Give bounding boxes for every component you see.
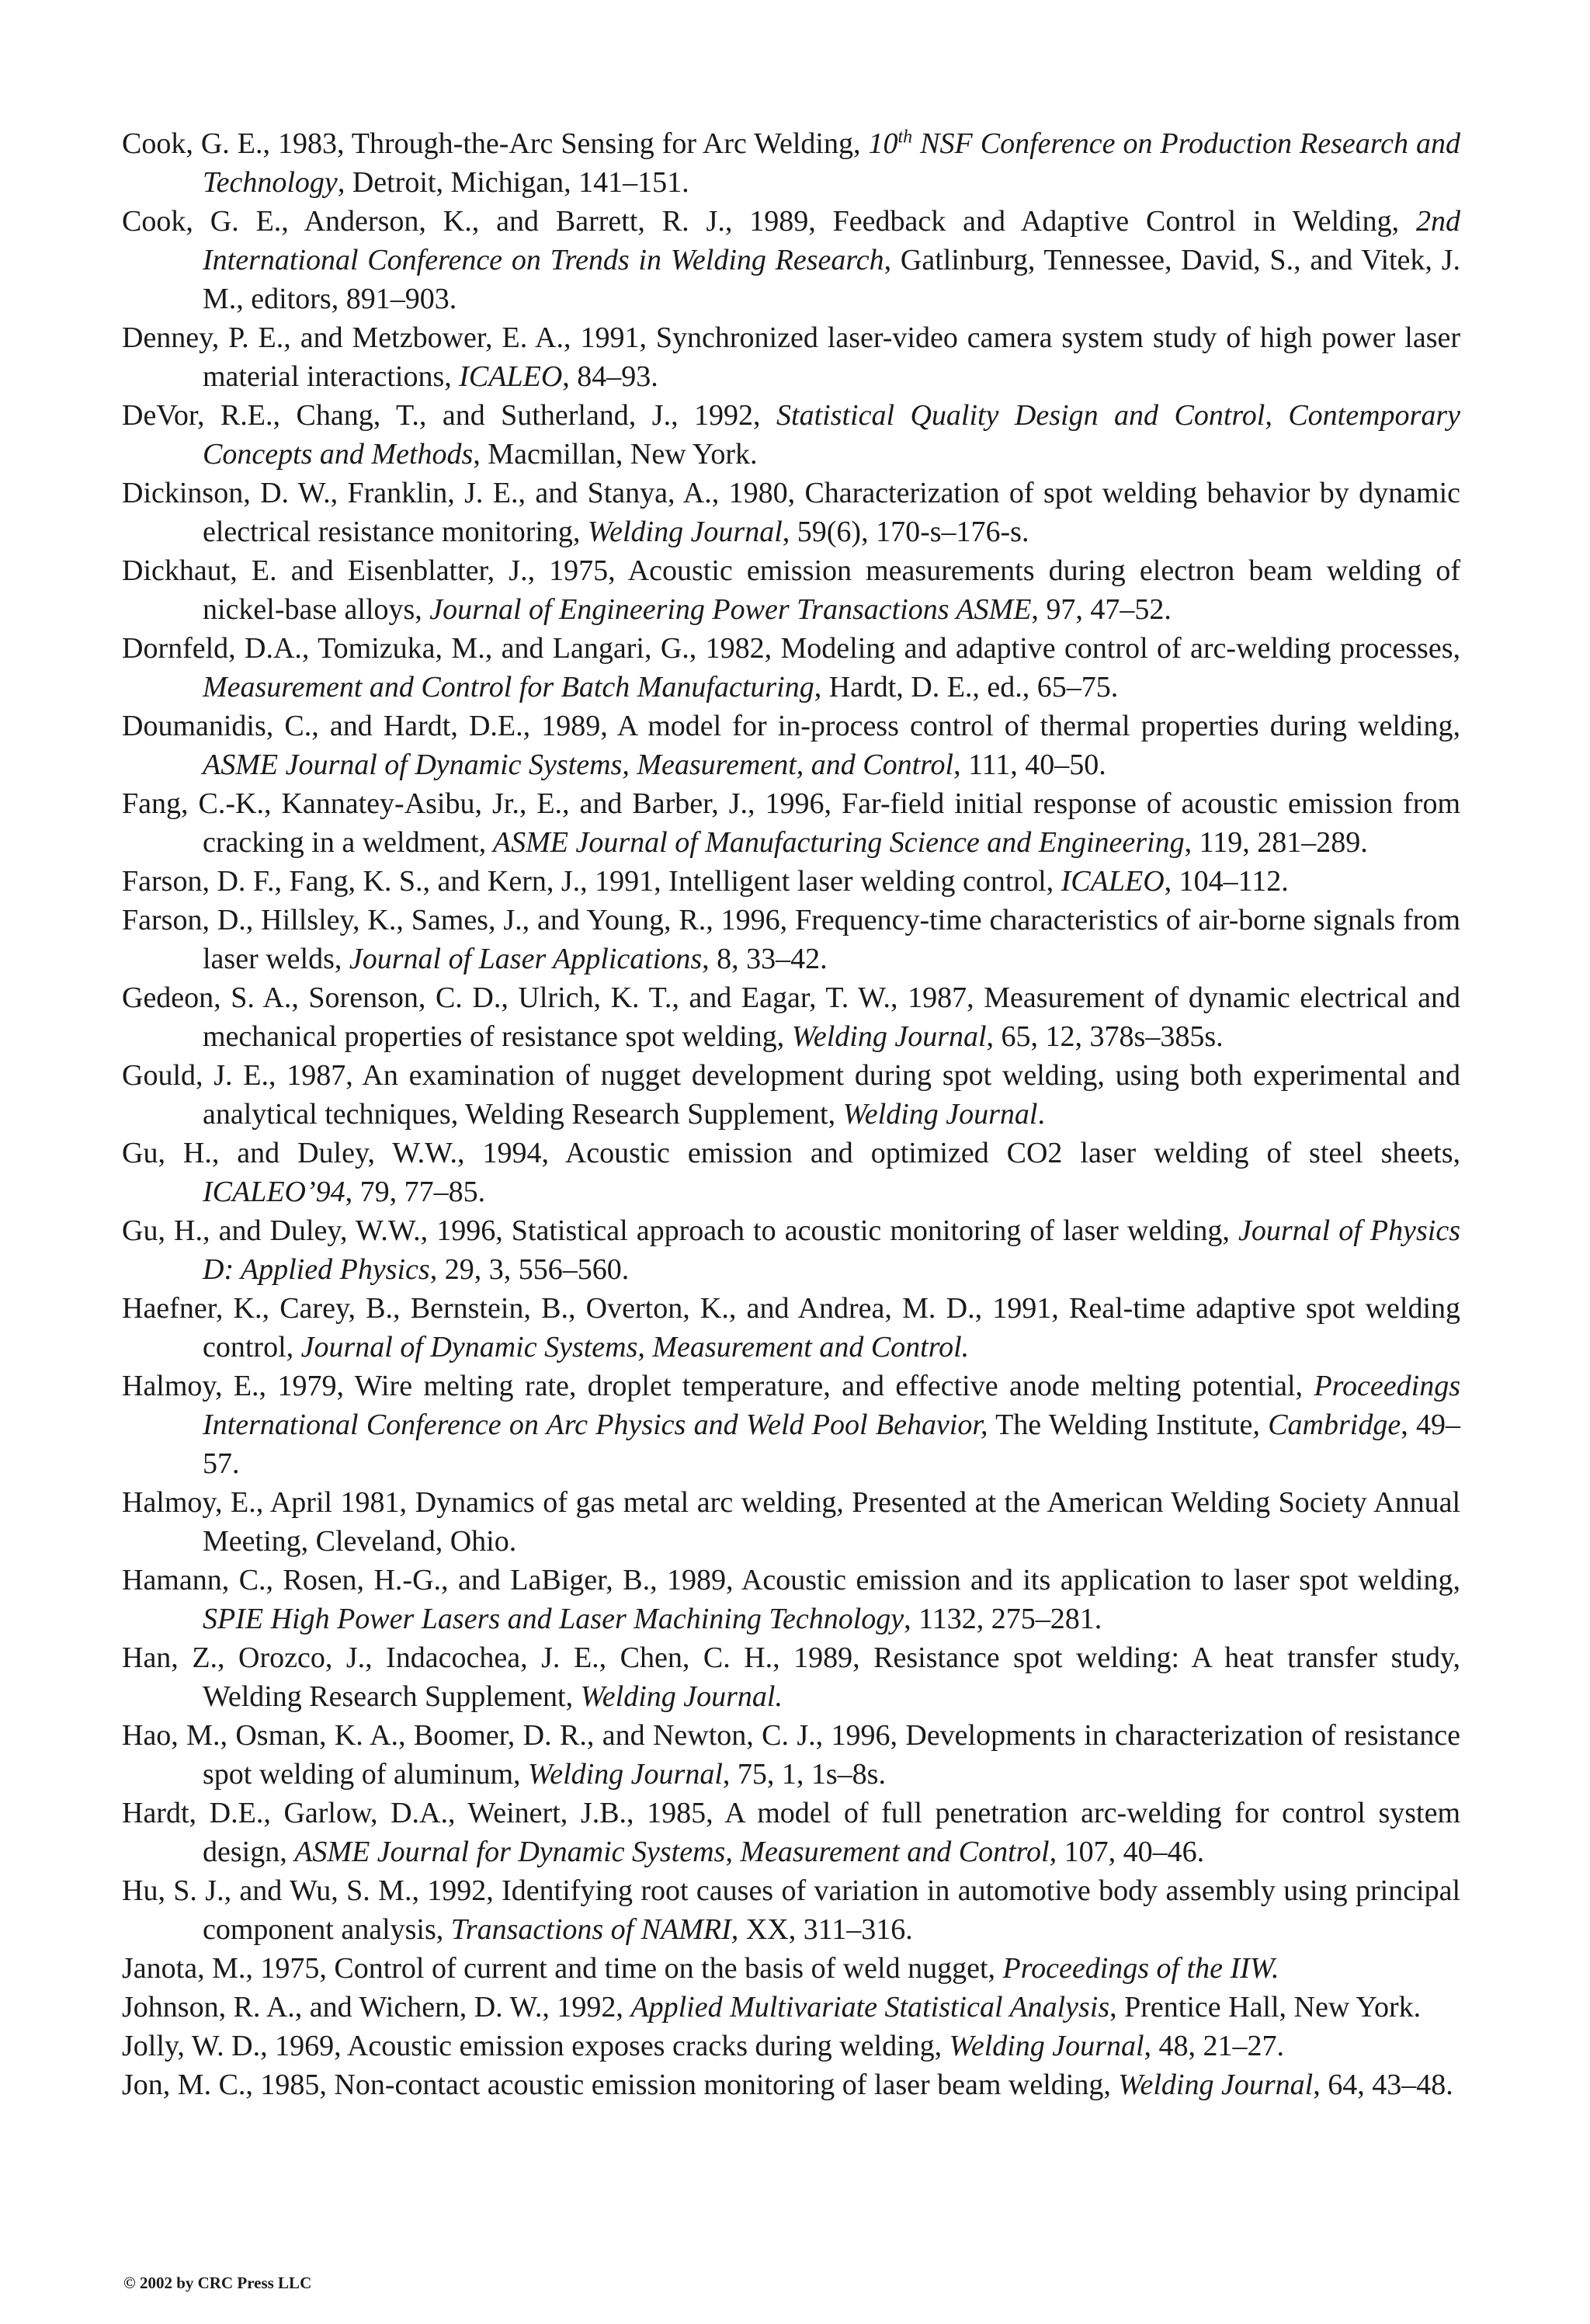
reference-entry (122, 707, 1460, 784)
reference-entry (122, 124, 1460, 202)
reference-entry (122, 629, 1460, 707)
reference-entry (122, 784, 1460, 862)
reference-text: , 59(6), 170-s–176-s. (782, 516, 1029, 548)
reference-title-italic: Journal of Laser Applications (349, 943, 703, 975)
reference-entry (122, 1367, 1460, 1483)
reference-text: Farson, D. F., Fang, K. S., and Kern, J., 1991, Intelligent laser welding control, (122, 865, 1061, 898)
reference-title-italic: , (836, 1486, 844, 1519)
reference-text: Dickhaut, E. and Eisenblatter, J., 1975, Acoustic emission measurements during electron beam welding of nickel-base alloys, (122, 554, 1460, 626)
reference-text: , Hardt, D. E., ed., 65–75. (814, 671, 1119, 703)
reference-text: , Prentice Hall, New York. (1109, 1991, 1422, 2024)
reference-text: Doumanidis, C., and Hardt, D.E., 1989, A model for in-process control of thermal properties during welding, (122, 710, 1460, 742)
reference-title-italic: Proceedings of the IIW. (1002, 1952, 1279, 1985)
reference-text: Jolly, W. D., 1969, Acoustic emission exposes cracks during welding, (122, 2030, 949, 2062)
reference-text: , 97, 47–52. (1031, 593, 1172, 626)
reference-superscript: th (897, 127, 913, 148)
reference-text: DeVor, R.E., Chang, T., and Sutherland, J., 1992, (122, 399, 777, 432)
copyright-notice: © 2002 by CRC Press LLC (123, 2274, 312, 2292)
reference-text: Denney, P. E., and Metzbower, E. A., 1991, Synchronized laser-video camera system study of high power laser material interactions, (122, 321, 1460, 393)
reference-text: , 65, 12, 378s–385s. (986, 1020, 1224, 1053)
reference-title-italic: Statistical Quality Design and Control, Contemporary Concepts and Methods (203, 399, 1460, 471)
reference-text: , 64, 43–48. (1313, 2069, 1453, 2101)
reference-title-italic: Welding Journal (528, 1758, 723, 1791)
reference-title-italic: Transactions of NAMRI, (450, 1913, 739, 1946)
reference-entry (122, 1949, 1460, 1988)
reference-title-italic: Welding Journal (587, 516, 783, 548)
reference-title-italic: ICALEO (1061, 865, 1165, 898)
reference-text: , 84–93. (562, 360, 658, 393)
reference-text: Farson, D., Hillsley, K., Sames, J., and Young, R., 1996, Frequency-time characteristics of air-borne signals from laser welds, (122, 904, 1460, 975)
reference-entry (122, 1561, 1460, 1638)
reference-title-italic: 2nd International Conference on Trends in Welding Research (203, 205, 1460, 276)
reference-text: , 79, 77–85. (345, 1176, 486, 1208)
reference-text: Gould, J. E., 1987, An examination of nugget development during spot welding, using both experimental and analytical techniques, Welding Research Supplement, (122, 1059, 1460, 1131)
reference-text: , 1132, 275–281. (904, 1603, 1102, 1635)
reference-text: , 48, 21–27. (1144, 2030, 1285, 2062)
reference-entry (122, 1716, 1460, 1794)
reference-text: The Welding Institute (988, 1409, 1253, 1441)
reference-text: Presented at the American Welding Society Annual Meeting, Cleveland, Ohio. (203, 1486, 1460, 1558)
reference-text: Dickinson, D. W., Franklin, J. E., and Stanya, A., 1980, Characterization of spot welding behavior by dynamic electrical resistance monitoring, (122, 477, 1460, 548)
reference-title-italic: , Cambridge (1252, 1409, 1401, 1441)
reference-title-italic: ICALEO’94 (203, 1176, 345, 1208)
reference-text: Halmoy, E., 1979, Wire melting rate, droplet temperature, and effective anode melting potential, (122, 1370, 1314, 1402)
reference-text: , 119, 281–289. (1184, 826, 1368, 859)
reference-title-italic: Journal of Engineering Power Transactions ASME (429, 593, 1032, 626)
reference-entry (122, 1056, 1460, 1134)
reference-text: Johnson, R. A., and Wichern, D. W., 1992, (122, 1991, 631, 2024)
reference-text: Fang, C.-K., Kannatey-Asibu, Jr., E., and Barber, J., 1996, Far-field initial response of acoustic emission from cracking in a weldment (122, 787, 1460, 859)
reference-text: XX, 311–316. (738, 1913, 913, 1946)
reference-entry (122, 1483, 1460, 1561)
reference-text: , 75, 1, 1s–8s. (722, 1758, 886, 1791)
reference-title-italic: Welding Journal (1118, 2069, 1314, 2101)
reference-title-italic: Welding Journal (842, 1098, 1038, 1131)
reference-text: Haefner, K., Carey, B., Bernstein, B., Overton, K., and Andrea, M. D., 1991, Real-time adaptive spot welding control, (122, 1292, 1460, 1363)
reference-title-italic: ASME Journal of Dynamic Systems, Measurement, and Control (203, 749, 954, 781)
reference-title-italic: SPIE High Power Lasers and Laser Machining Technology (203, 1603, 904, 1635)
reference-text: 107, 40–46. (1057, 1836, 1205, 1868)
reference-title-italic: Welding Journal (949, 2030, 1144, 2062)
reference-title-italic: ICALEO (459, 360, 563, 393)
reference-entry (122, 1134, 1460, 1211)
reference-entry (122, 474, 1460, 551)
reference-entry (122, 901, 1460, 978)
reference-text: , 49–57. (203, 1409, 1460, 1480)
reference-title-italic: Applied Multivariate Statistical Analysis (630, 1991, 1110, 2024)
reference-text: Gu, H., and Duley, W.W., 1994, Acoustic emission and optimized CO2 laser welding of steel sheets, (122, 1137, 1460, 1169)
reference-text: Hamann, C., Rosen, H.-G., and LaBiger, B., 1989, Acoustic emission and its application to laser spot welding, (122, 1564, 1460, 1596)
reference-text: Janota, M., 1975, Control of current and time on the basis of weld nugget, (122, 1952, 1003, 1985)
reference-entry (122, 1289, 1460, 1367)
reference-title-italic: Journal of Dynamic Systems, Measurement and Control. (300, 1331, 970, 1363)
reference-entry (122, 2065, 1460, 2104)
reference-text: , 8, 33–42. (702, 943, 828, 975)
reference-text: Gedeon, S. A., Sorenson, C. D., Ulrich, K. T., and Eagar, T. W., 1987, Measurement of dynamic electrical and mechanical properties of resistance spot welding, (122, 981, 1460, 1053)
reference-title-italic: Measurement and Control for Batch Manufacturing (203, 671, 814, 703)
reference-title-italic: 10 (868, 127, 898, 160)
reference-text: Hardt, D.E., Garlow, D.A., Weinert, J.B., 1985, A model of full penetration arc-welding for control system design, (122, 1797, 1460, 1868)
reference-text: , 29, 3, 556–560. (429, 1253, 630, 1286)
reference-title-italic: Welding Journal (791, 1020, 987, 1053)
reference-text: Hu, S. J., and Wu, S. M., 1992, Identifying root causes of variation in automotive body assembly using principal component analysis, (122, 1874, 1460, 1946)
reference-text: Hao, M., Osman, K. A., Boomer, D. R., and Newton, C. J., 1996, Developments in characterization of resistance spot welding of aluminum, (122, 1719, 1460, 1791)
reference-title-italic: Welding Journal. (580, 1680, 783, 1713)
reference-text: Cook, G. E., 1983, Through-the-Arc Sensing for Arc Welding, (122, 127, 869, 160)
reference-title-italic: NSF Conference on Production Research and Technology (203, 127, 1461, 199)
reference-entry (122, 1871, 1460, 1949)
reference-entry (122, 978, 1460, 1056)
reference-title-italic: , ASME Journal of Manufacturing Science and Engineering (478, 826, 1185, 859)
reference-text: , 104–112. (1164, 865, 1289, 898)
reference-text: . (1037, 1098, 1045, 1131)
reference-entry (122, 396, 1460, 474)
reference-entry (122, 1988, 1460, 2027)
reference-entry (122, 551, 1460, 629)
reference-text: Jon, M. C., 1985, Non-contact acoustic emission monitoring of laser beam welding, (122, 2069, 1119, 2101)
reference-title-italic: Proceedings International Conference on Arc Physics and Weld Pool Behavior, (203, 1370, 1460, 1441)
reference-text: Gu, H., and Duley, W.W., 1996, Statistical approach to acoustic monitoring of laser welding, (122, 1214, 1238, 1247)
reference-entry (122, 2027, 1460, 2065)
reference-entry (122, 1794, 1460, 1871)
reference-title-italic: Journal of Physics D: Applied Physics (203, 1214, 1460, 1286)
reference-entry (122, 1638, 1460, 1716)
reference-entry (122, 318, 1460, 396)
reference-text: , 111, 40–50. (953, 749, 1106, 781)
reference-text: , Detroit, Michigan, 141–151. (337, 166, 689, 199)
reference-text: Han, Z., Orozco, J., Indacochea, J. E., Chen, C. H., 1989, Resistance spot welding: A heat transfer study, Welding Research Supplement, (122, 1641, 1460, 1713)
reference-text: Cook, G. E., Anderson, K., and Barrett, R. J., 1989, Feedback and Adaptive Control in Welding, (122, 205, 1416, 238)
reference-text: , Gatlinburg, Tennessee, David, S., and Vitek, J. M., editors, 891–903. (203, 244, 1460, 315)
reference-title-italic: ASME Journal for Dynamic Systems, Measurement and Control, (294, 1836, 1057, 1868)
reference-entry (122, 1211, 1460, 1289)
reference-entry (122, 862, 1460, 901)
reference-text: , Macmillan, New York. (473, 438, 758, 471)
reference-entry (122, 202, 1460, 318)
reference-text: Halmoy, E., April 1981, Dynamics of gas metal arc welding (122, 1486, 837, 1519)
reference-list (122, 124, 1460, 2104)
reference-text: Dornfeld, D.A., Tomizuka, M., and Langari, G., 1982, Modeling and adaptive control of arc-welding processes, (122, 632, 1460, 665)
